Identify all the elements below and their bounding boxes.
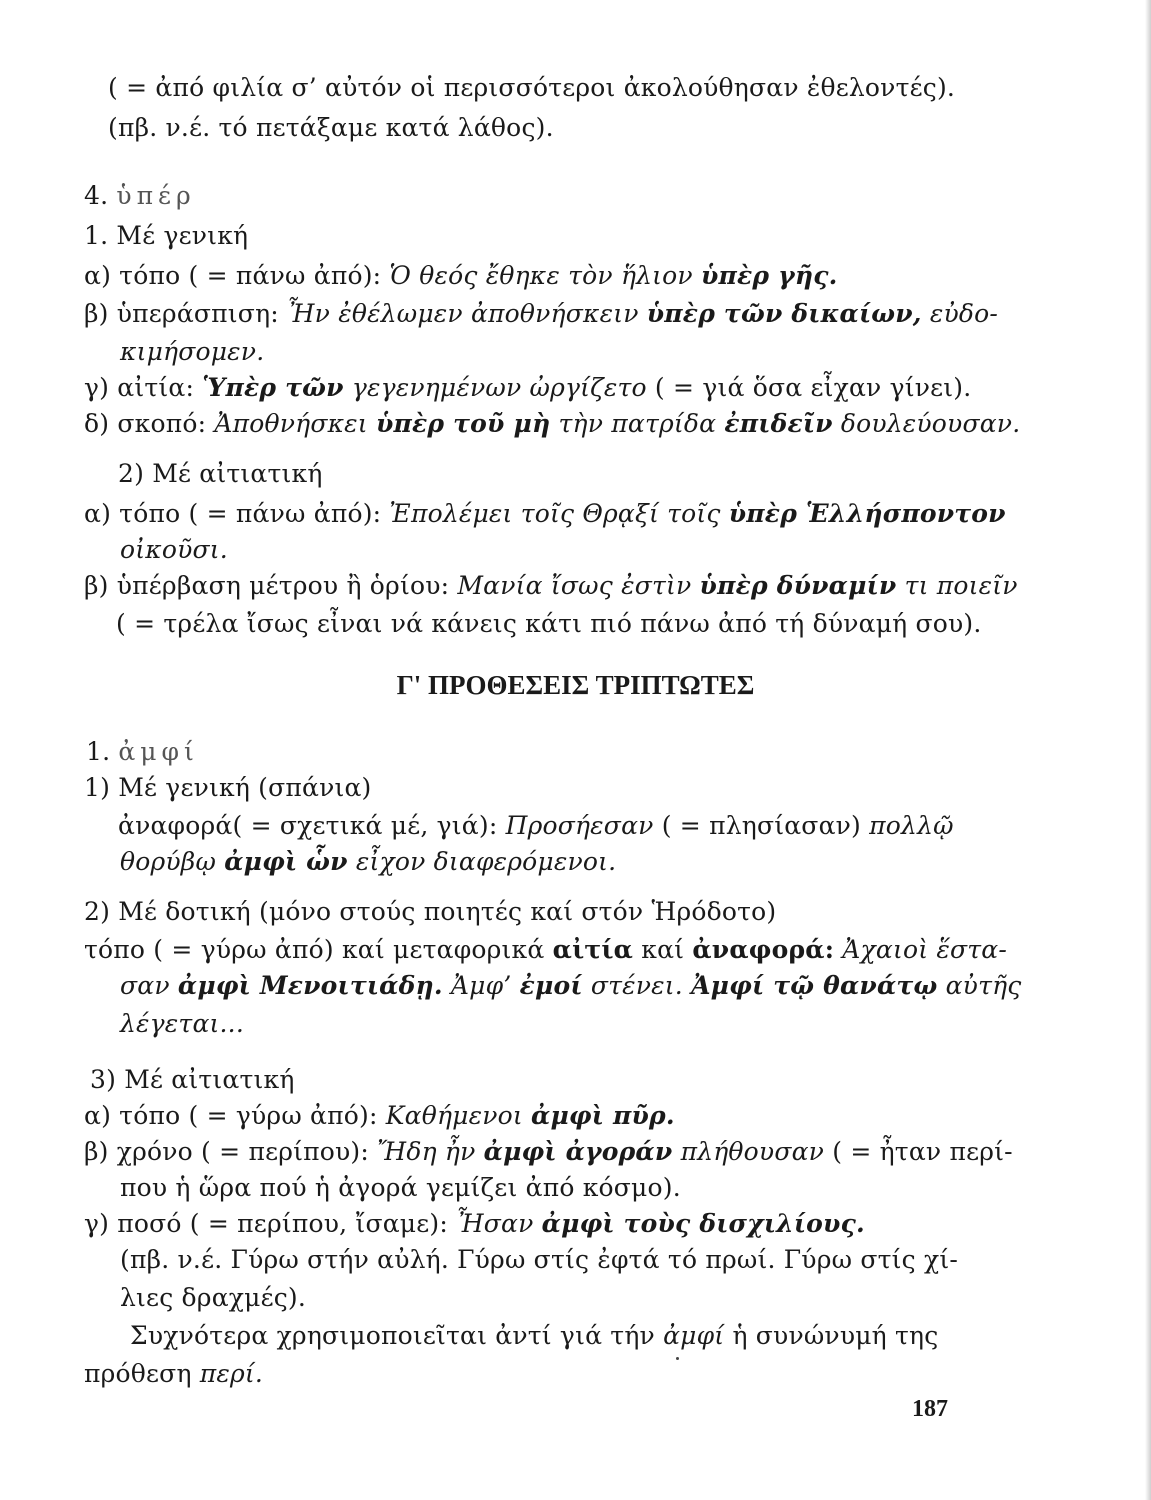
text-line: α) τόπο ( = πάνω ἀπό): Ὁ θεός ἔθηκε τὸν ἥλιον ὑπὲρ γῆς. xyxy=(84,261,838,290)
text-line: κιμήσομεν. xyxy=(120,337,265,366)
page-number: 187 xyxy=(912,1396,948,1422)
text-line: θορύβῳ ἀμφὶ ὧν εἶχον διαφερόμενοι. xyxy=(120,847,617,876)
text-line: λιες δραχμές). xyxy=(120,1283,307,1312)
text-line: α) τόπο ( = γύρω ἀπό): Καθήμενοι ἀμφὶ πῦρ. xyxy=(84,1101,675,1130)
subsection-title: 1) Μέ γενική (σπάνια) xyxy=(84,773,372,802)
text-line: ( = ἀπό φιλία σ’ αὐτόν οἱ περισσότεροι ἀκολούθησαν ἐθελοντές). xyxy=(108,73,956,102)
text-line: (πβ. ν.έ. Γύρω στήν αὐλή. Γύρω στίς ἐφτά τό πρωί. Γύρω στίς χί- xyxy=(120,1245,958,1274)
text-line: λέγεται... xyxy=(120,1009,244,1038)
text-line: σαν ἀμφὶ Μενοιτιάδῃ. Ἀμφ’ ἐμοί στένει. Ἀμφί τῷ θανάτῳ αὐτῆς xyxy=(120,971,1022,1000)
text-line: Συχνότερα χρησιμοποιεῖται ἀντί γιά τήν ἀμφί ἡ συνώνυμή της xyxy=(130,1321,939,1350)
subsection-title: 2) Μέ αἰτιατική xyxy=(118,459,323,488)
text-line: β) ὑπέρβαση μέτρου ἢ ὁρίου: Μανία ἴσως ἐστὶν ὑπὲρ δύναμίν τι ποιεῖν xyxy=(84,571,1018,600)
text-line: που ἡ ὥρα πού ἡ ἀγορά γεμίζει ἀπό κόσμο). xyxy=(120,1173,681,1202)
text-line: ( = τρέλα ἴσως εἶναι νά κάνεις κάτι πιό πάνω ἀπό τή δύναμή σου). xyxy=(116,609,982,638)
text-line: πρόθεση περί. xyxy=(84,1359,264,1388)
text-line: α) τόπο ( = πάνω ἀπό): Ἐπολέμει τοῖς Θρᾳξί τοῖς ὑπὲρ Ἑλλήσποντον xyxy=(84,499,1006,528)
chapter-heading: Γ' ΠΡΟΘΕΣΕΙΣ ΤΡΙΠΤΩΤΕΣ xyxy=(396,670,755,700)
page-edge-shadow xyxy=(1145,0,1151,1500)
ink-speck xyxy=(676,1357,679,1360)
section-title: 1. ἀμφί xyxy=(86,737,199,766)
subsection-title: 3) Μέ αἰτιατική xyxy=(90,1065,295,1094)
text-line: (πβ. ν.έ. τό πετάξαμε κατά λάθος). xyxy=(108,113,554,142)
subsection-title: 2) Μέ δοτική (μόνο στούς ποιητές καί στόν Ἡρόδοτο) xyxy=(84,897,777,926)
section-title: 4. ὑπέρ xyxy=(84,181,196,210)
text-line: β) χρόνο ( = περίπου): Ἤδη ἦν ἀμφὶ ἀγοράν πλήθουσαν ( = ἦταν περί- xyxy=(84,1137,1013,1166)
text-line: οἰκοῦσι. xyxy=(120,535,228,564)
text-line: γ) αἰτία: Ὑπὲρ τῶν γεγενημένων ὠργίζετο ( = γιά ὅσα εἶχαν γίνει). xyxy=(84,373,972,402)
text-line: β) ὑπεράσπιση: Ἦν ἐθέλωμεν ἀποθνήσκειν ὑπὲρ τῶν δικαίων, εὐδο- xyxy=(84,299,999,328)
text-line: δ) σκοπό: Ἀποθνήσκει ὑπὲρ τοῦ μὴ τὴν πατρίδα ἐπιδεῖν δουλεύουσαν. xyxy=(84,409,1021,438)
subsection-title: 1. Μέ γενική xyxy=(84,221,249,250)
text-line: ἀναφορά( = σχετικά μέ, γιά): Προσήεσαν ( = πλησίασαν) πολλῷ xyxy=(118,811,954,840)
text-line: τόπο ( = γύρω ἀπό) καί μεταφορικά αἰτία καί ἀναφορά: Ἀχαιοὶ ἕστα- xyxy=(84,935,1008,964)
text-line: γ) ποσό ( = περίπου, ἴσαμε): Ἦσαν ἀμφὶ τοὺς δισχιλίους. xyxy=(84,1209,865,1238)
